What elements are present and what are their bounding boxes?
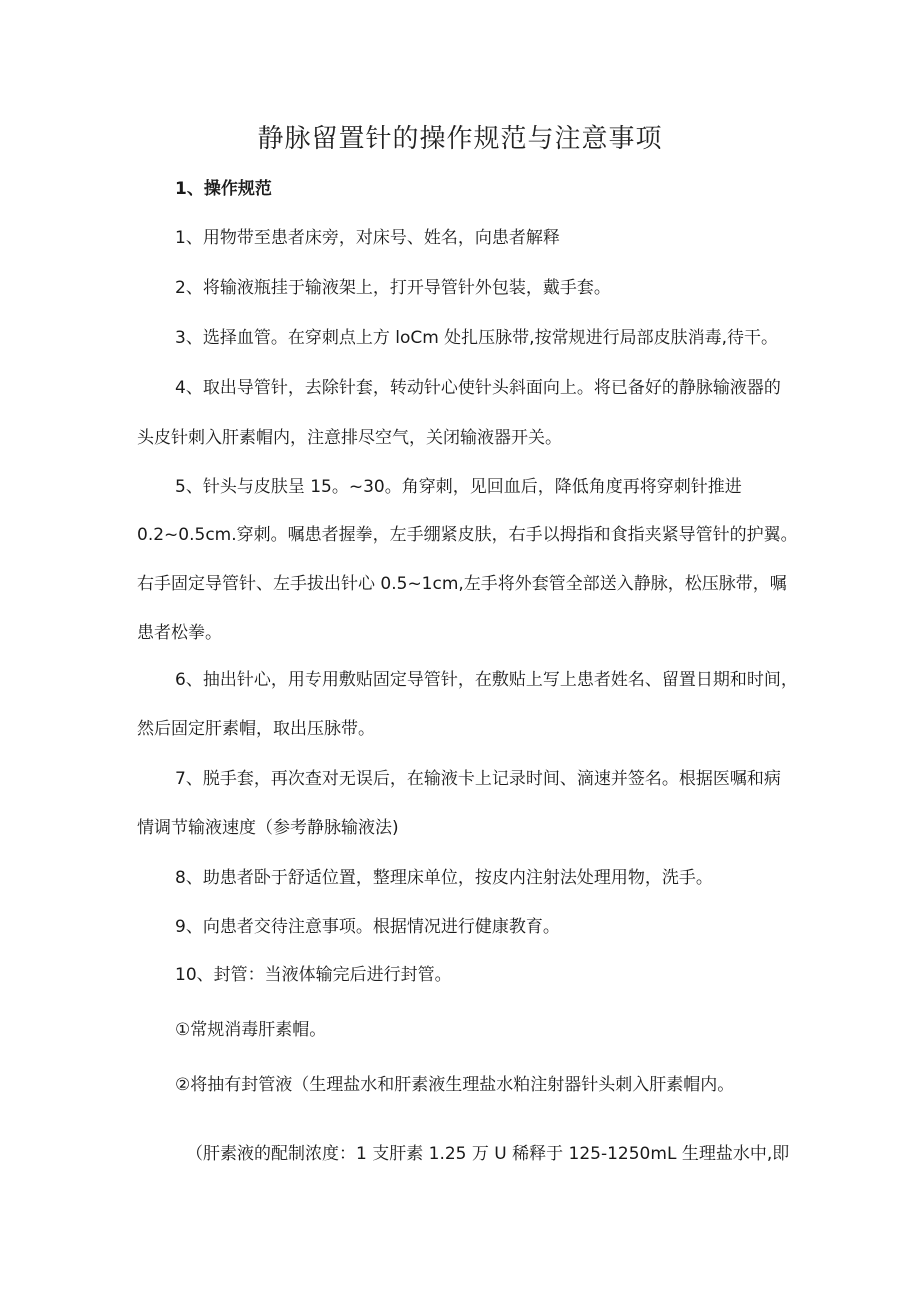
paragraph-line: 4、取出导管针，去除针套，转动针心使针头斜面向上。将已备好的静脉输液器的 [175, 378, 781, 398]
paragraph-line: 头皮针刺入肝素帽内，注意排尽空气，关闭输液器开关。 [137, 428, 562, 448]
paragraph-line: 3、选择血管。在穿刺点上方 loCm 处扎压脉带,按常规进行局部皮肤消毒,待干。 [175, 328, 778, 348]
paragraph-line: ②将抽有封管液（生理盐水和肝素液生理盐水粕注射器针头刺入肝素帽内。 [175, 1075, 735, 1095]
paragraph-line: ①常规消毒肝素帽。 [175, 1020, 327, 1040]
paragraph-line: 然后固定肝素帽，取出压脉带。 [137, 719, 375, 739]
section-heading: 1、操作规范 [175, 179, 272, 199]
paragraph-line: 1、用物带至患者床旁，对床号、姓名，向患者解释 [175, 228, 560, 248]
paragraph-line: 0.2~0.5cm.穿刺。嘱患者握拳，左手绷紧皮肤，右手以拇指和食指夹紧导管针的护翼。 [137, 525, 798, 545]
paragraph-line: 9、向患者交待注意事项。根据情况进行健康教育。 [175, 917, 560, 937]
paragraph-line: 8、助患者卧于舒适位置，整理床单位，按皮内注射法处理用物，洗手。 [175, 868, 713, 888]
document-title: 静脉留置针的操作规范与注意事项 [257, 124, 663, 154]
paragraph-line: 情调节输液速度（参考静脉输液法) [137, 818, 399, 838]
paragraph-line: 患者松拳。 [137, 623, 222, 643]
paragraph-line: （肝素液的配制浓度：1 支肝素 1.25 万 U 稀释于 125-1250mL 生理盐水中,即 [186, 1144, 790, 1164]
paragraph-line: 2、将输液瓶挂于输液架上，打开导管针外包装，戴手套。 [175, 278, 611, 298]
paragraph-line: 6、抽出针心，用专用敷贴固定导管针，在敷贴上写上患者姓名、留置日期和时间， [175, 670, 798, 690]
paragraph-line: 10、封管：当液体输完后进行封管。 [175, 965, 452, 985]
paragraph-line: 右手固定导管针、左手拔出针心 0.5~1cm,左手将外套管全部送入静脉，松压脉带，嘱 [137, 574, 787, 594]
paragraph-line: 7、脱手套，再次查对无误后，在输液卡上记录时间、滴速并签名。根据医嘱和病 [175, 769, 781, 789]
paragraph-line: 5、针头与皮肤呈 15。~30。角穿刺，见回血后，降低角度再将穿刺针推进 [175, 477, 742, 497]
